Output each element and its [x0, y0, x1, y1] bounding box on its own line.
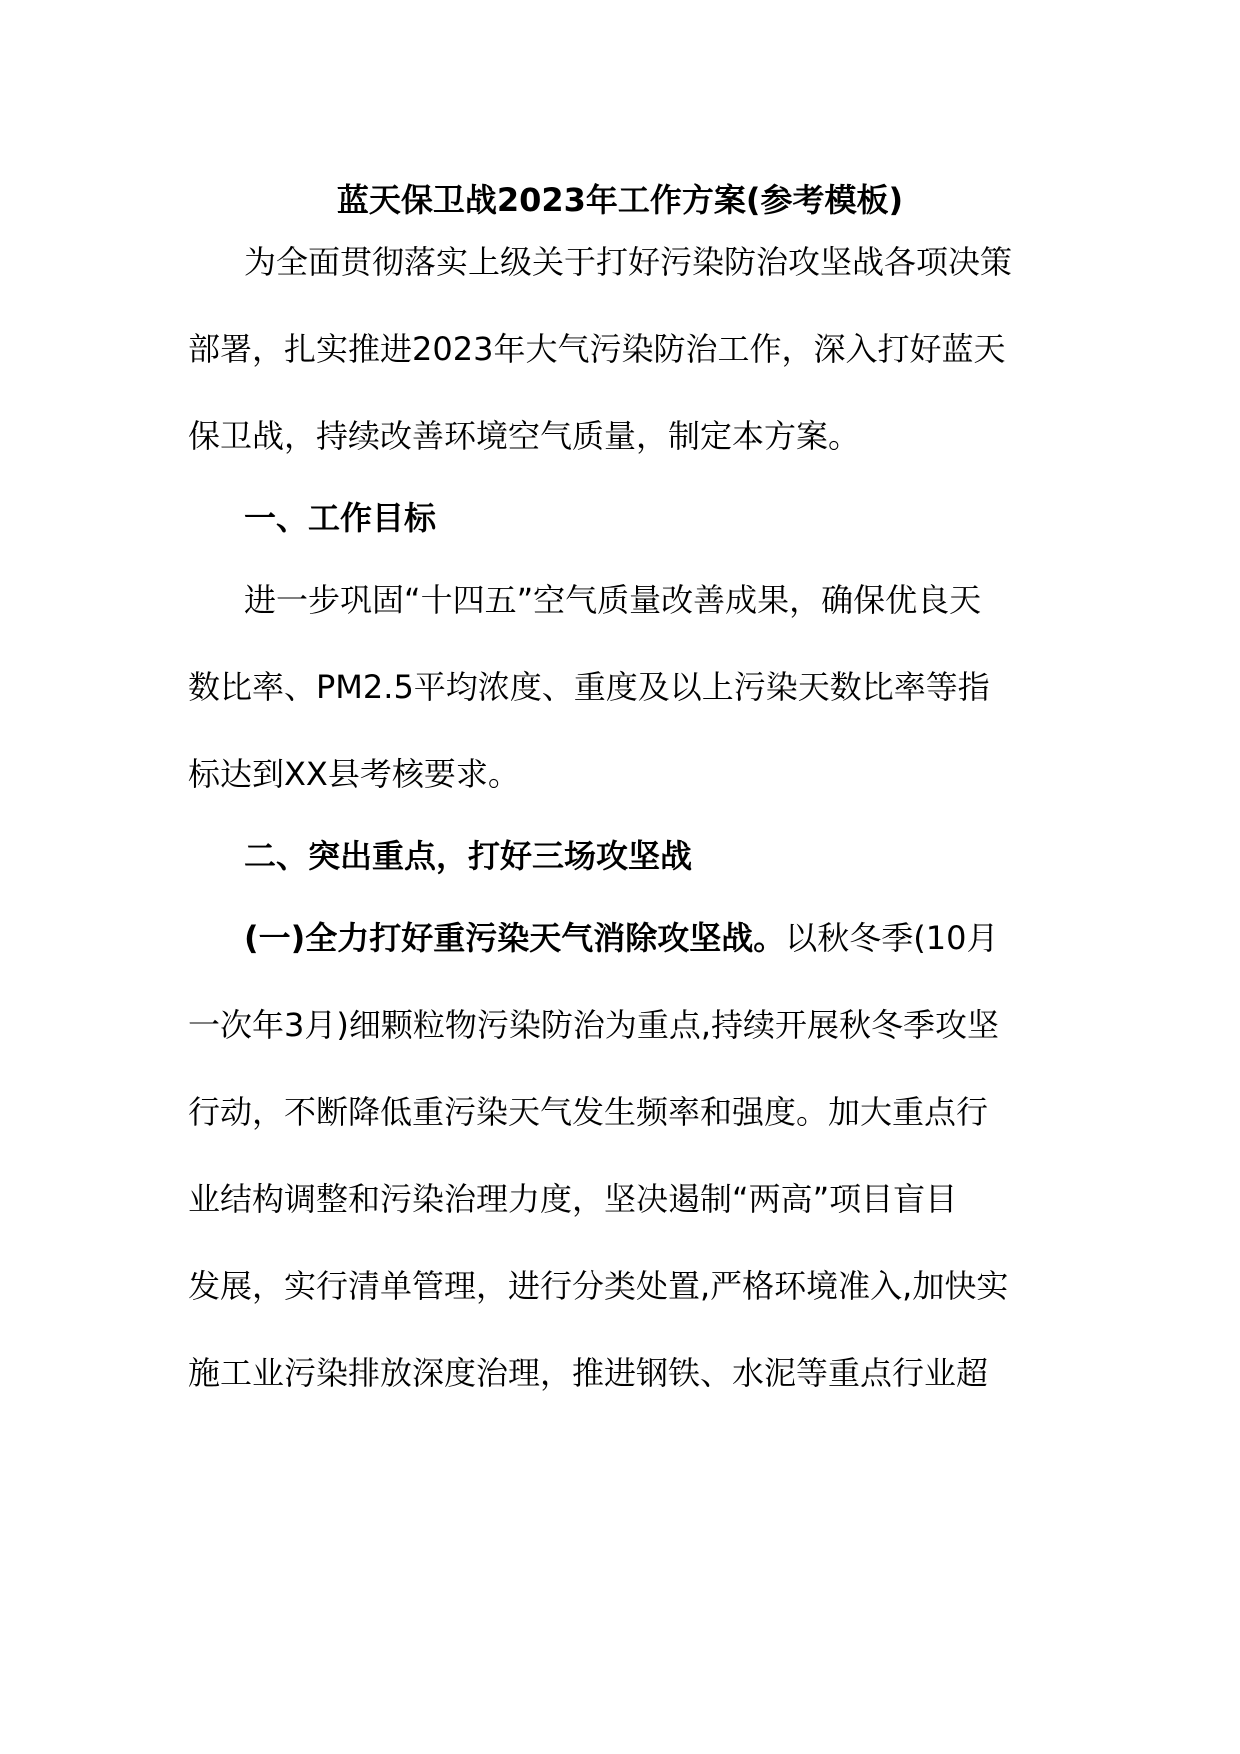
section-2-item-1-line-5: 发展，实行清单管理，进行分类处置,严格环境准入,加快实 [188, 1267, 1009, 1305]
item-1-line-1-rest: 以秋冬季(10月 [785, 919, 999, 957]
section-2-heading: 二、突出重点，打好三场攻坚战 [244, 837, 693, 875]
section-2-item-1-line-4: 业结构调整和污染治理力度，坚决遏制“两高”项目盲目 [188, 1180, 958, 1218]
section-1-heading: 一、工作目标 [244, 499, 437, 537]
intro-line-1: 为全面贯彻落实上级关于打好污染防治攻坚战各项决策 [244, 243, 1013, 281]
section-2-item-1-line-6: 施工业污染排放深度治理，推进钢铁、水泥等重点行业超 [188, 1354, 989, 1392]
section-2-item-1-line-2: 一次年3月)细颗粒物污染防治为重点,持续开展秋冬季攻坚 [188, 1006, 1000, 1044]
intro-line-3: 保卫战，持续改善环境空气质量，制定本方案。 [188, 417, 861, 455]
section-2-item-1-line-1 [244, 914, 998, 962]
section-1-line-1: 进一步巩固“十四五”空气质量改善成果，确保优良天 [244, 581, 982, 619]
section-2-item-1-line-3: 行动，不断降低重污染天气发生频率和强度。加大重点行 [188, 1093, 989, 1131]
section-1-line-2: 数比率、PM2.5平均浓度、重度及以上污染天数比率等指 [188, 668, 990, 706]
section-1-line-3: 标达到XX县考核要求。 [188, 755, 520, 793]
item-1-bold-lead: (一)全力打好重污染天气消除攻坚战。 [244, 919, 786, 957]
intro-line-2: 部署，扎实推进2023年大气污染防治工作，深入打好蓝天 [188, 330, 1006, 368]
document-title: 蓝天保卫战2023年工作方案(参考模板) [336, 181, 904, 219]
